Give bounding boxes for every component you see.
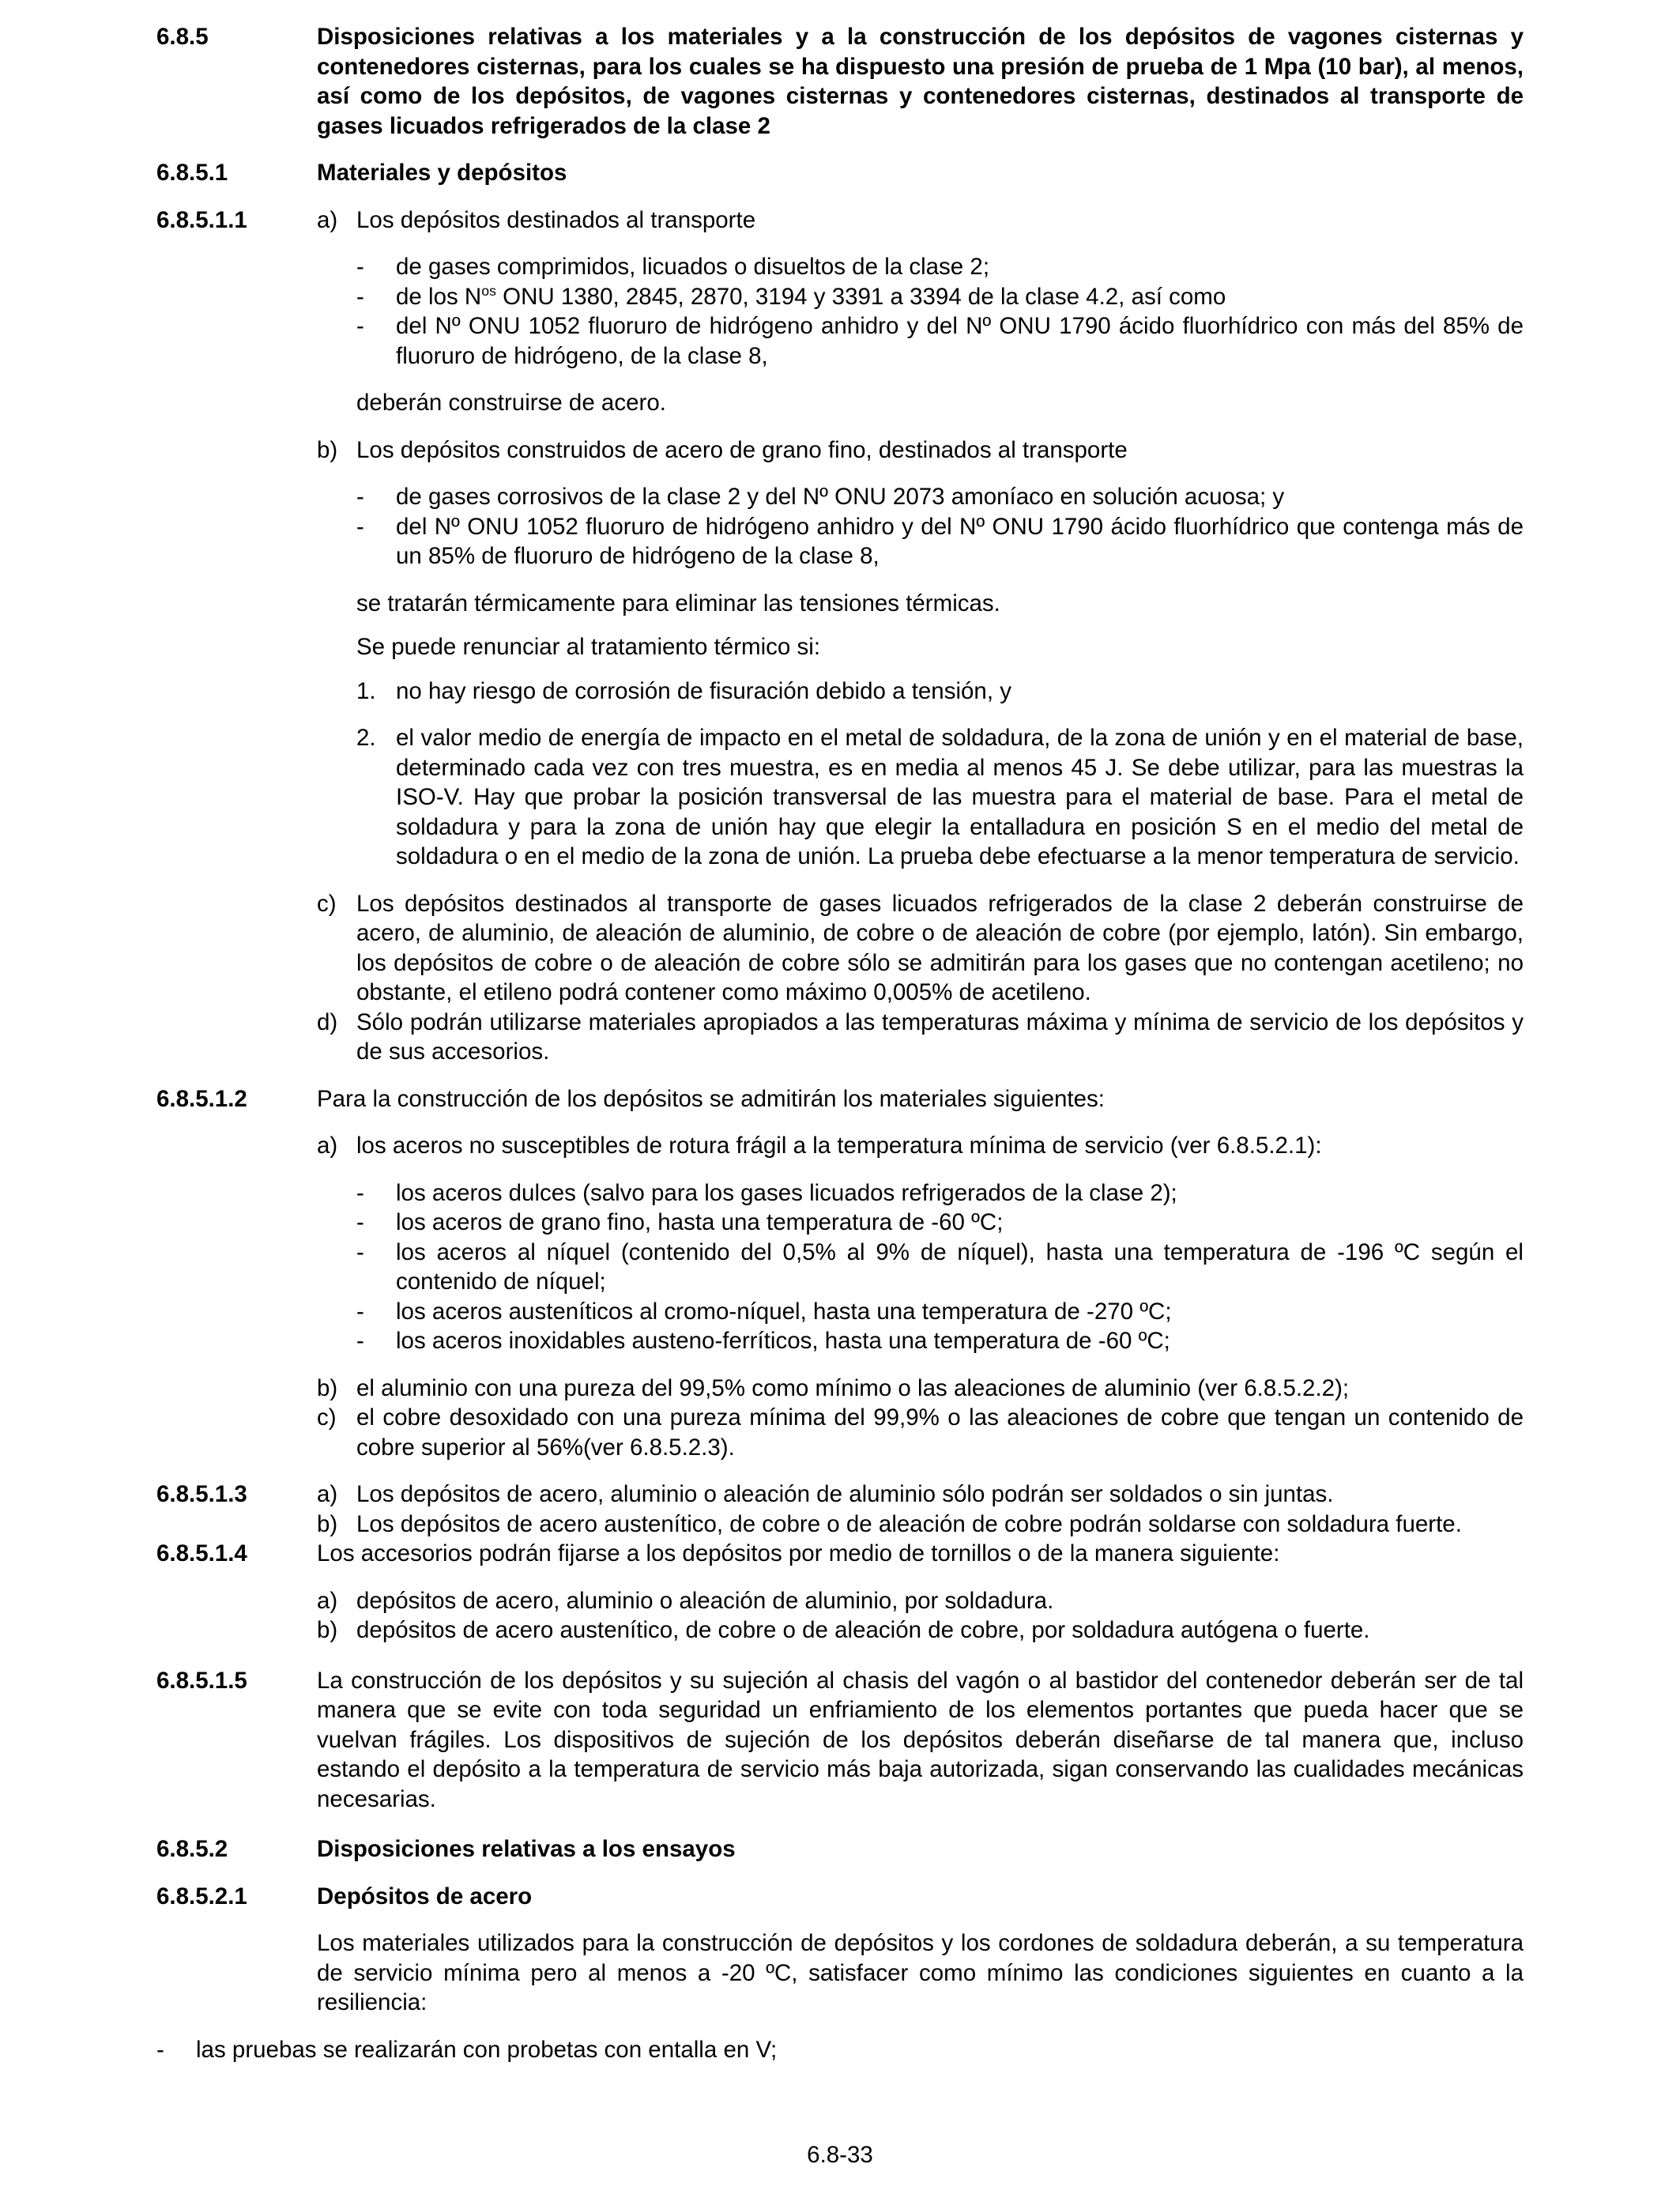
item-number: 2. [356,725,376,751]
dash-marker: - [356,313,364,339]
item-label: b) [317,1510,338,1537]
item-label: c) [317,890,337,917]
dash-list [356,252,1524,371]
section-6-8-5-2 [156,1834,1524,1864]
dash-text: de gases comprimidos, licuados o disueltos de la clase 2; [396,254,990,280]
item-label: a) [317,206,338,233]
paragraph: deberán construirse de acero. [356,390,666,416]
item-label: a) [317,1587,338,1614]
dash-marker: - [356,1238,364,1265]
dash-item [356,1208,1524,1238]
item-text: Sólo podrán utilizarse materiales apropiados a las temperaturas máxima y mínima de servicio de los depósitos y de sus accesorios. [356,1008,1524,1065]
item-text: Los depósitos destinados al transporte [356,206,756,233]
dash-item [356,1238,1524,1297]
section-6-8-5-1-4 [156,1539,1524,1646]
dash-item [356,282,1524,312]
list-item-b [317,435,1524,466]
section-number: 6.8.5.1.2 [156,1085,247,1112]
section-title: Disposiciones relativas a los materiales y a la construcción de los depósitos de vagones cisternas y contenedores cisternas, para los cuales se ha dispuesto una presión de prueba de 1 Mpa (10 bar), al menos, así como de los depósitos, de vagones cisternas y contenedores cisternas, destinados al transporte de gases licuados refrigerados de la clase 2 [317,24,1524,139]
dash-marker: - [356,1328,364,1354]
dash-marker: - [356,513,364,540]
dash-item [356,311,1524,371]
item-text: Los depósitos construidos de acero de grano fino, destinados al transporte [356,436,1128,463]
section-number: 6.8.5.1.3 [156,1481,247,1507]
section-6-8-5-2-1 [156,1882,1524,2018]
numbered-item [356,723,1524,872]
item-text: depósitos de acero, aluminio o aleación de aluminio, por soldadura. [356,1587,1054,1614]
dash-list [356,1178,1524,1356]
item-text: depósitos de acero austenítico, de cobre o de aleación de cobre, por soldadura autógena o fuerte. [356,1617,1370,1643]
list-item-c [317,889,1524,1008]
section-number: 6.8.5.2.1 [156,1883,247,1909]
section-6-8-5-1-2 [156,1084,1524,1463]
section-title: Depósitos de acero [317,1883,533,1909]
paragraph: Los materiales utilizados para la construcción de depósitos y los cordones de soldadura deberán, a su temperatura de servicio mínima pero al menos a -20 ºC, satisfacer como mínimo las condiciones siguientes en cuanto a la resiliencia: [317,1930,1524,2015]
dash-text: del Nº ONU 1052 fluoruro de hidrógeno anhidro y del Nº ONU 1790 ácido fluorhídrico que contenga más de un 85% de fluoruro de hidrógeno de la clase 8, [396,513,1524,569]
section-6-8-5 [156,22,1524,141]
list-item-a [317,1586,1524,1616]
dash-item [356,512,1524,571]
dash-marker: - [356,484,364,510]
dash-item [356,252,1524,282]
item-text: Los depósitos destinados al transporte de gases licuados refrigerados de la clase 2 deberán construirse de acero, de aluminio, de aleación de aluminio, de cobre o de aleación de cobre (por ejemplo, latón). Sin embargo, los depósitos de cobre o de aleación de cobre sólo se admitirán para los gases que no contengan acetileno; no obstante, el etileno podrá contener como máximo 0,005% de acetileno. [356,890,1524,1005]
section-number: 6.8.5 [156,24,209,50]
section-number: 6.8.5.2 [156,1836,228,1862]
list-item-a [317,1131,1524,1161]
superscript: os [481,282,496,299]
numbered-list [356,677,1524,872]
section-6-8-5-1-3 [156,1480,1524,1539]
list-item-b [317,1615,1524,1646]
dash-text: los aceros de grano fino, hasta una temperatura de -60 ºC; [396,1209,1004,1235]
list-item-a [317,1480,1524,1510]
dash-marker: - [356,1209,364,1235]
list-item-a [317,205,1524,236]
document-page [156,22,1524,2064]
dash-text: los aceros al níquel (contenido del 0,5% al 9% de níquel), hasta una temperatura de -196 ºC según el contenido de níquel; [396,1238,1524,1295]
section-6-8-5-1-5 [156,1666,1524,1815]
dash-item [356,1178,1524,1208]
section-6-8-5-1 [156,158,1524,188]
dash-item [156,2035,1524,2065]
dash-marker: - [356,283,364,310]
item-label: b) [317,436,338,463]
dash-text [396,282,1524,312]
section-6-8-5-1-1 [156,205,1524,1067]
dash-marker: - [356,254,364,280]
item-text: el valor medio de energía de impacto en el metal de soldadura, de la zona de unión y en el material de base, determinado cada vez con tres muestra, es en media al menos 45 J. Se debe utilizar, para las muestras la ISO-V. Hay que probar la posición transversal de las muestra para el material de base. Para el metal de soldadura y para la zona de unión hay que elegir la entalladura en posición S en el medio del metal de soldadura o en el medio de la zona de unión. La prueba debe efectuarse a la menor temperatura de servicio. [396,725,1524,869]
item-text: Los depósitos de acero, aluminio o aleación de aluminio sólo podrán ser soldados o sin juntas. [356,1481,1334,1507]
section-title: Materiales y depósitos [317,160,567,186]
list-item-d [317,1008,1524,1067]
paragraph: se tratarán térmicamente para eliminar las tensiones térmicas. [356,590,1000,616]
dash-marker: - [356,1179,364,1206]
item-text: los aceros no susceptibles de rotura frágil a la temperatura mínima de servicio (ver 6.8.5.2.1): [356,1133,1322,1159]
dash-text-start: de los N [396,283,482,310]
dash-item [356,1297,1524,1327]
paragraph: Para la construcción de los depósitos se admitirán los materiales siguientes: [317,1085,1105,1112]
item-text: el cobre desoxidado con una pureza mínima del 99,9% o las aleaciones de cobre que tengan un contenido de cobre superior al 56%(ver 6.8.5.2.3). [356,1404,1524,1461]
item-label: a) [317,1481,338,1507]
dash-text: los aceros austeníticos al cromo-níquel, hasta una temperatura de -270 ºC; [396,1298,1172,1325]
section-title: Disposiciones relativas a los ensayos [317,1836,736,1862]
item-text: el aluminio con una pureza del 99,5% como mínimo o las aleaciones de aluminio (ver 6.8.5.2.2); [356,1374,1350,1401]
item-number: 1. [356,677,376,704]
dash-item [356,482,1524,512]
list-item-c [317,1403,1524,1462]
section-number: 6.8.5.1.5 [156,1667,247,1694]
paragraph: La construcción de los depósitos y su sujeción al chasis del vagón o al bastidor del contenedor deberán ser de tal manera que se evite con toda seguridad un enfriamiento de los elementos portantes que pueda hacer que se vuelvan frágiles. Los dispositivos de sujeción de los depósitos deberán diseñarse de tal manera que, incluso estando el depósito a la temperatura de servicio más baja autorizada, sigan conservando las cualidades mecánicas necesarias. [317,1667,1524,1812]
section-number: 6.8.5.1 [156,160,228,186]
item-label: a) [317,1133,338,1159]
dash-text: del Nº ONU 1052 fluoruro de hidrógeno anhidro y del Nº ONU 1790 ácido fluorhídrico con más del 85% de fluoruro de hidrógeno, de la clase 8, [396,313,1524,369]
list-item-b [317,1374,1524,1404]
page-number: 6.8-33 [807,2142,873,2168]
dash-list [356,482,1524,571]
item-label: d) [317,1008,338,1035]
list-item-b [317,1510,1524,1540]
dash-text-rest: ONU 1380, 2845, 2870, 3194 y 3391 a 3394 de la clase 4.2, así como [495,283,1226,310]
dash-text: las pruebas se realizarán con probetas con entalla en V; [196,2036,778,2063]
dash-text: los aceros dulces (salvo para los gases licuados refrigerados de la clase 2); [396,1179,1177,1206]
dash-item [356,1326,1524,1356]
dash-marker: - [356,1298,364,1325]
numbered-item [356,677,1524,707]
section-number: 6.8.5.1.1 [156,206,247,233]
item-label: c) [317,1404,337,1431]
paragraph: Se puede renunciar al tratamiento térmico si: [356,634,821,660]
item-label: b) [317,1374,338,1401]
item-text: Los depósitos de acero austenítico, de cobre o de aleación de cobre podrán soldarse con soldadura fuerte. [356,1510,1462,1537]
paragraph: Los accesorios podrán fijarse a los depósitos por medio de tornillos o de la manera siguiente: [317,1540,1280,1566]
dash-text: de gases corrosivos de la clase 2 y del Nº ONU 2073 amoníaco en solución acuosa; y [396,484,1285,510]
section-number: 6.8.5.1.4 [156,1540,247,1566]
item-label: b) [317,1617,338,1643]
dash-text: los aceros inoxidables austeno-ferríticos, hasta una temperatura de -60 ºC; [396,1328,1170,1354]
dash-marker: - [156,2036,164,2063]
item-text: no hay riesgo de corrosión de fisuración debido a tensión, y [396,677,1011,704]
